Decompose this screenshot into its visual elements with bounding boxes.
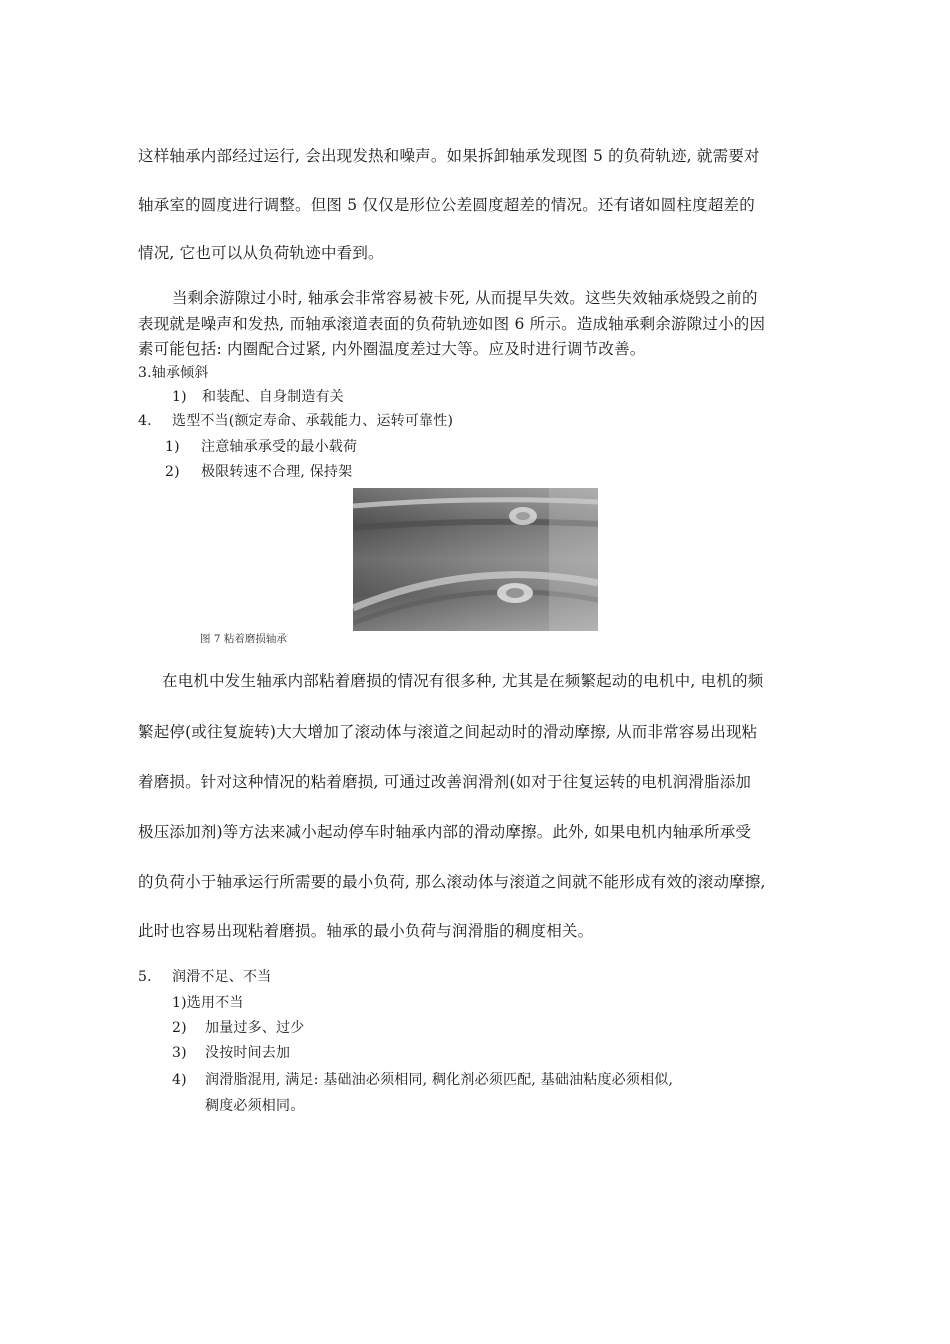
section3-title: 3.轴承倾斜 bbox=[138, 365, 209, 381]
list-number: 1) bbox=[172, 389, 187, 405]
list-text: 加量过多、过少 bbox=[205, 1020, 305, 1036]
paragraph3-line5: 的负荷小于轴承运行所需要的最小负荷, 那么滚动体与滚道之间就不能形成有效的滚动摩擦, bbox=[138, 873, 766, 891]
list-text: 没按时间去加 bbox=[205, 1045, 291, 1061]
section3-item1 bbox=[172, 386, 344, 406]
section4-item1 bbox=[165, 436, 357, 456]
list-text: 极限转速不合理, 保持架 bbox=[201, 464, 353, 480]
paragraph3-line3: 着磨损。针对这种情况的粘着磨损, 可通过改善润滑剂(如对于往复运转的电机润滑脂添加 bbox=[138, 773, 752, 791]
list-number: 3) bbox=[172, 1045, 187, 1061]
section5-item4 bbox=[172, 1069, 673, 1089]
list-text: 润滑脂混用, 满足: 基础油必须相同, 稠化剂必须匹配, 基础油粘度必须相似, bbox=[205, 1072, 674, 1088]
paragraph2-line1: 当剩余游隙过小时, 轴承会非常容易被卡死, 从而提早失效。这些失效轴承烧毁之前的 bbox=[172, 289, 758, 307]
list-text: 和装配、自身制造有关 bbox=[202, 389, 344, 405]
list-text: 润滑不足、不当 bbox=[172, 969, 272, 985]
section5-item2 bbox=[172, 1017, 304, 1037]
section5-item4-continuation: 稠度必须相同。 bbox=[205, 1098, 305, 1114]
paragraph3-line1: 在电机中发生轴承内部粘着磨损的情况有很多种, 尤其是在频繁起动的电机中, 电机的频 bbox=[162, 672, 764, 690]
paragraph3-line4: 极压添加剂)等方法来减小起动停车时轴承内部的滑动摩擦。此外, 如果电机内轴承所承受 bbox=[138, 823, 752, 841]
paragraph1-line1: 这样轴承内部经过运行, 会出现发热和噪声。如果拆卸轴承发现图 5 的负荷轨迹, 就需要对 bbox=[138, 147, 760, 165]
paragraph3-line2: 繁起停(或往复旋转)大大增加了滚动体与滚道之间起动时的滑动摩擦, 从而非常容易出现粘 bbox=[138, 723, 758, 741]
paragraph2-line3: 素可能包括: 内圈配合过紧, 内外圈温度差过大等。应及时进行调节改善。 bbox=[138, 340, 646, 358]
section5-title bbox=[138, 966, 271, 986]
paragraph3-line6: 此时也容易出现粘着磨损。轴承的最小负荷与润滑脂的稠度相关。 bbox=[138, 922, 594, 940]
list-text: 选型不当(额定寿命、承载能力、运转可靠性) bbox=[172, 413, 454, 429]
figure-caption: 图 7 粘着磨损轴承 bbox=[200, 633, 287, 645]
list-text: 注意轴承承受的最小载荷 bbox=[201, 439, 358, 455]
bearing-photo bbox=[353, 488, 598, 631]
paragraph2-line2: 表现就是噪声和发热, 而轴承滚道表面的负荷轨迹如图 6 所示。造成轴承剩余游隙过小的因 bbox=[138, 315, 766, 333]
list-number: 2) bbox=[165, 464, 180, 480]
section4-item2 bbox=[165, 461, 352, 481]
list-number: 4. bbox=[138, 413, 152, 429]
section5-item1: 1)选用不当 bbox=[172, 995, 244, 1011]
list-number: 2) bbox=[172, 1020, 187, 1036]
section4-title bbox=[138, 410, 453, 430]
paragraph1-line2: 轴承室的圆度进行调整。但图 5 仅仅是形位公差圆度超差的情况。还有诸如圆柱度超差的 bbox=[138, 196, 755, 214]
list-number: 4) bbox=[172, 1072, 187, 1088]
section5-item3 bbox=[172, 1042, 290, 1062]
list-number: 1) bbox=[165, 439, 180, 455]
paragraph1-line3: 情况, 它也可以从负荷轨迹中看到。 bbox=[138, 244, 384, 262]
list-number: 5. bbox=[138, 969, 152, 985]
